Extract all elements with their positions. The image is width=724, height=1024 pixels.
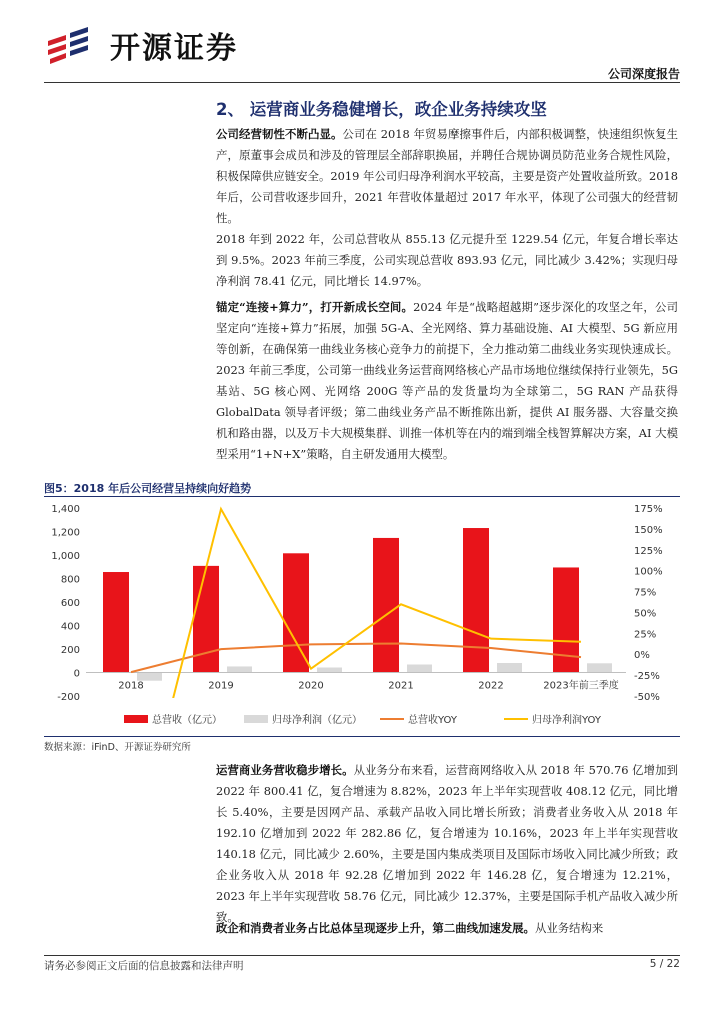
company-name: 开源证券 xyxy=(110,31,238,66)
paragraph-text: 公司在 2018 年贸易摩擦事件后，内部积极调整，快速组织恢复生产，原董事会成员和涉及的管理层全部辞职换届，并聘任合规协调员防范业务合规性风险，积极保障供应链安全。2019 年公司归母净利润水平较高，主要是资产处置收益所致。2018 年后，公司营收逐步回升，2021 年营收体量超过 2017 年水平，体现了公司强大的经营韧性。 xyxy=(216,127,678,225)
legend-label: 归母净利润YOY xyxy=(532,715,601,726)
footer-divider xyxy=(44,955,680,956)
legend-label: 归母净利润（亿元） xyxy=(272,715,362,726)
category-label: 2019 xyxy=(208,680,234,692)
legend-label: 总营收YOY xyxy=(408,715,457,726)
right-axis-tick-label: 175% xyxy=(634,504,663,515)
paragraph-text: 从业务分布来看，运营商网络收入从 2018 年 570.76 亿增加到 2022 年 800.41 亿，复合增速为 8.82%，2023 年上半年实现营收 408.12 亿元，同比增长 5.40%，主要是因网产品、承载产品收入同比增长所致；消费者业务收入从 2018 年 192.10 亿增加到 2022 年 282.86 亿，复合增速为 10.16%，2023 年上半年实现营收 140.18 亿元，同比减少 2.60%，主要是国内集成类项目及国际市场收入同比减少所致；政企业务收入从 2018 年 92.28 亿增加到 2022 年 146.28 亿，复合增速为 12.21%，2023 年上半年实现营收 58.76 亿元，同比减少 12.37%，主要是国际手机产品收入减少所致。 xyxy=(216,763,678,924)
right-axis-tick-label: 25% xyxy=(634,629,657,641)
paragraph-business-structure xyxy=(216,918,678,939)
left-axis-tick-label: -200 xyxy=(57,692,80,703)
net-profit-bar xyxy=(227,666,252,672)
left-axis-tick-label: 600 xyxy=(60,598,80,609)
net-profit-bar xyxy=(137,673,162,681)
right-axis-tick-label: 125% xyxy=(634,545,663,557)
report-type: 公司深度报告 xyxy=(607,67,680,81)
revenue-profit-chart xyxy=(44,498,680,736)
legend-swatch xyxy=(124,715,148,723)
right-axis-tick-label: 75% xyxy=(634,587,657,599)
category-label: 2021 xyxy=(388,680,414,692)
revenue-bar xyxy=(103,572,129,672)
paragraph-text: 2024 年是“战略超越期”逐步深化的攻坚之年，公司坚定向“连接+算力”拓展，加强 5G-A、全光网络、算力基础设施、AI 大模型、5G 新应用等创新，在确保第一曲线业务核心竞争力的前提下，全力推动第二曲线业务实现快速成长。2023 年前三季度，公司第一曲线业务运营商网络核心产品市场地位继续保持行业领先，5G 基站、5G 核心网、光网络 200G 等产品的发货量均为全球第二，5G RAN 产品获得 GlobalData 领导者评级；第二曲线业务产品不断推陈出新，提供 AI 服务器、大容量交换机和路由器，以及万卡大规模集群、训推一体机等在内的端到端全栈智算解决方案，AI 大模型采用“1+N+X”策略，自主研发通用大模型。 xyxy=(216,300,678,461)
revenue-bar xyxy=(283,553,309,672)
category-label: 2023年前三季度 xyxy=(543,680,619,692)
paragraph-resilience xyxy=(216,124,678,229)
legend-swatch xyxy=(244,715,268,723)
revenue-bar xyxy=(463,528,489,672)
paragraph-operator-business xyxy=(216,760,678,928)
left-axis-tick-label: 800 xyxy=(60,574,80,586)
right-axis-tick-label: -25% xyxy=(634,671,660,683)
category-label: 2018 xyxy=(118,680,144,692)
figure-bottom-rule xyxy=(44,736,680,737)
net-profit-bar xyxy=(407,664,432,672)
company-logo xyxy=(44,22,238,68)
paragraph-lead: 公司经营韧性不断凸显。 xyxy=(216,127,343,141)
right-axis-tick-label: 0% xyxy=(634,650,650,662)
section-title: 2、 运营商业务稳健增长，政企业务持续攻坚 xyxy=(216,100,547,119)
net-profit-bar xyxy=(317,667,342,672)
figure-source: 数据来源：iFinD、开源证券研究所 xyxy=(44,742,191,753)
footer-disclaimer: 请务必参阅正文后面的信息披露和法律声明 xyxy=(44,960,244,972)
paragraph-lead: 锚定“连接+算力”，打开新成长空间。 xyxy=(216,300,414,314)
category-label: 2022 xyxy=(478,680,504,692)
paragraph-revenue-growth xyxy=(216,229,678,292)
paragraph-lead: 政企和消费者业务占比总体呈现逐步上升，第二曲线加速发展。 xyxy=(216,921,535,935)
left-axis-tick-label: 1,400 xyxy=(51,504,80,515)
left-axis-tick-label: 1,000 xyxy=(51,551,80,562)
left-axis-tick-label: 1,200 xyxy=(51,527,80,539)
figure-top-rule xyxy=(44,496,680,497)
legend-label: 总营收（亿元） xyxy=(152,715,222,726)
right-axis-tick-label: 100% xyxy=(634,566,663,578)
revenue-bar xyxy=(373,538,399,673)
paragraph-text: 从业务结构来 xyxy=(534,921,604,935)
paragraph-text: 2018 年到 2022 年，公司总营收从 855.13 亿元提升至 1229.54 亿元，年复合增长率达到 9.5%。2023 年前三季度，公司实现总营收 893.93 亿元，同比减少 3.42%；实现归母净利润 78.41 亿元，同比增长 14.97%。 xyxy=(216,232,678,288)
paragraph-lead: 运营商业务营收稳步增长。 xyxy=(216,763,354,777)
page-number: 5 / 22 xyxy=(649,958,680,970)
left-axis-tick-label: 0 xyxy=(73,668,80,680)
right-axis-tick-label: 150% xyxy=(634,524,663,536)
right-axis-tick-label: 50% xyxy=(634,608,657,620)
right-axis-tick-label: -50% xyxy=(634,692,660,703)
left-axis-tick-label: 400 xyxy=(60,621,80,633)
left-axis-tick-label: 200 xyxy=(60,645,80,656)
figure-title: 图5：2018 年后公司经营呈持续向好趋势 xyxy=(44,482,252,495)
company-logo-mark-icon xyxy=(44,23,102,67)
net-profit-bar xyxy=(587,663,612,672)
revenue-bar xyxy=(193,566,219,673)
net-profit-bar xyxy=(497,663,522,672)
header-divider xyxy=(44,82,680,83)
category-label: 2020 xyxy=(298,680,324,692)
paragraph-connect-compute xyxy=(216,297,678,465)
